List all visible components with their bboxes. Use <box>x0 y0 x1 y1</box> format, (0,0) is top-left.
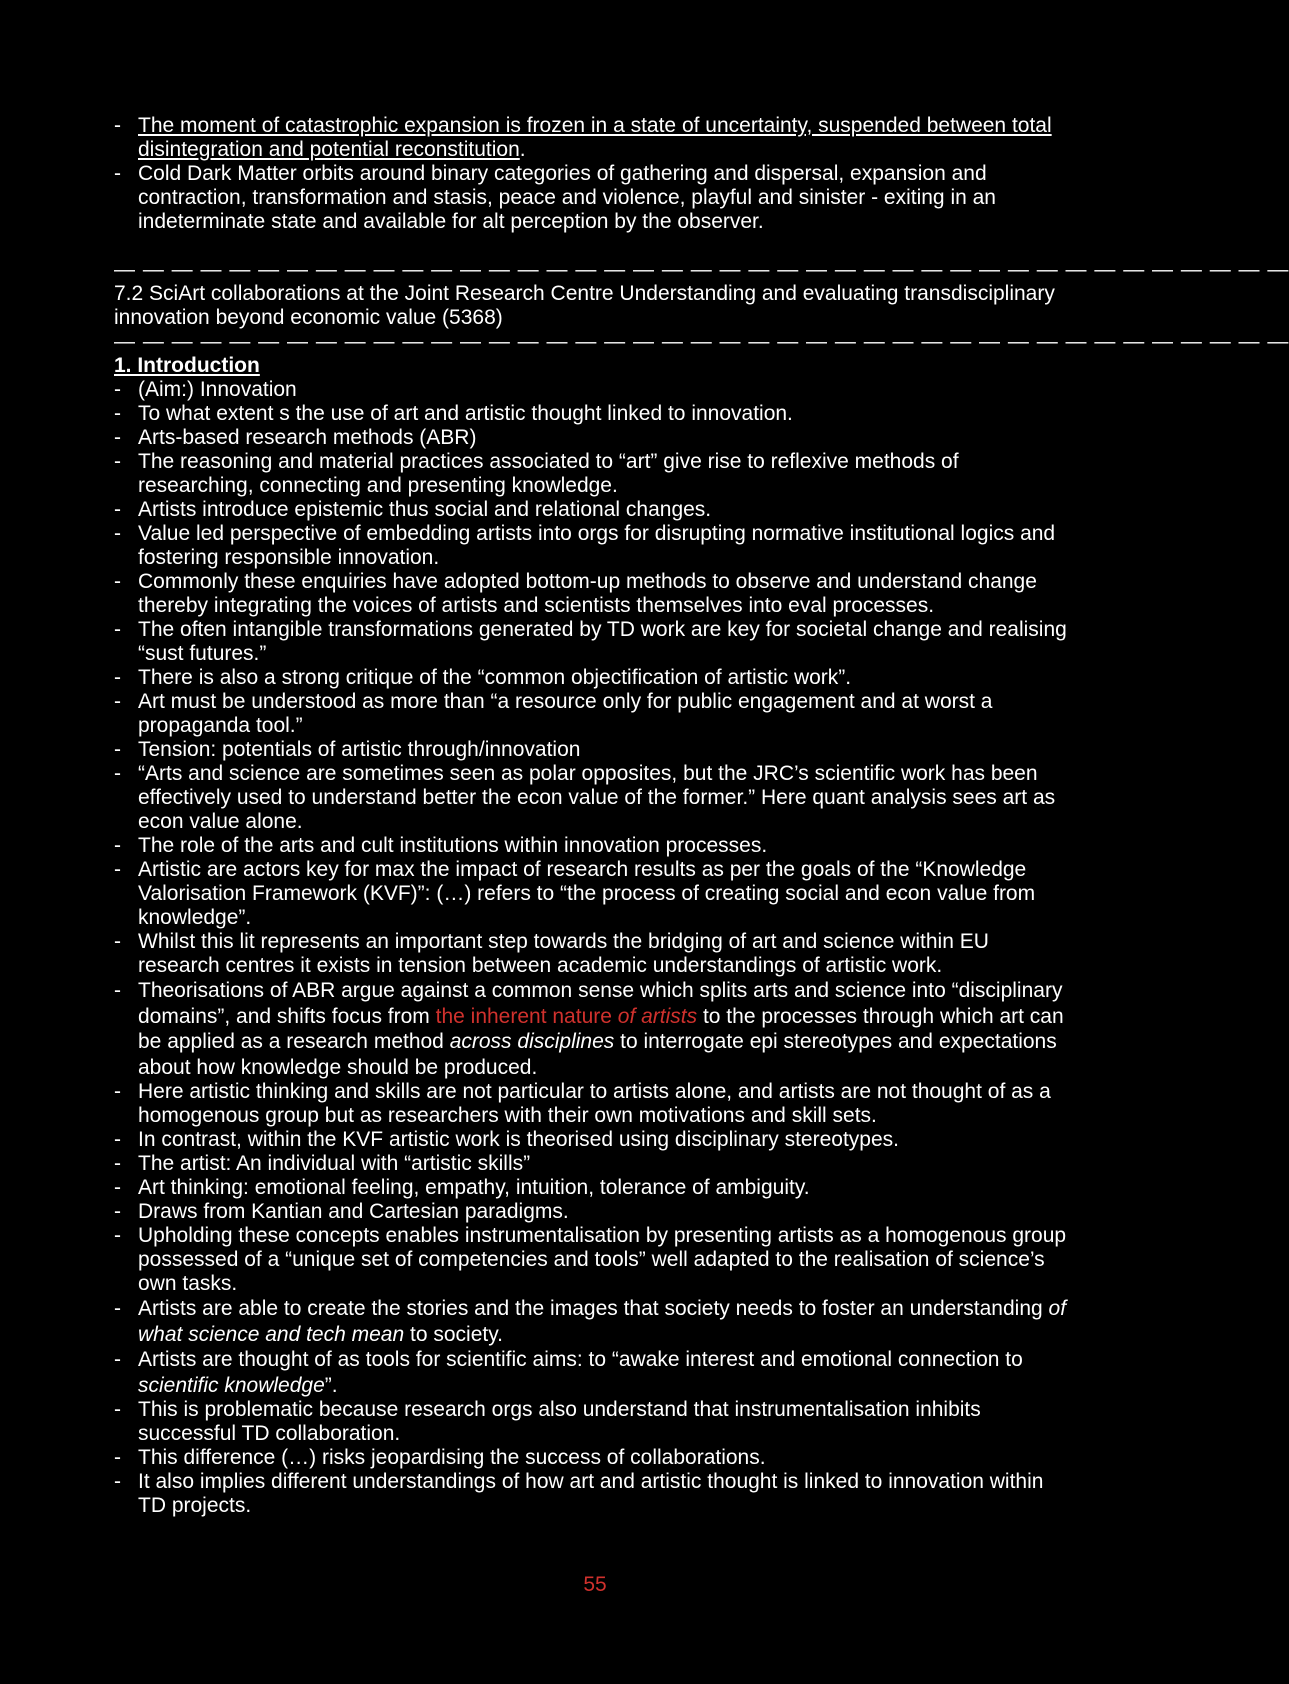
list-item: - (Aim:) Innovation <box>114 378 1074 402</box>
list-item: - Arts-based research methods (ABR) <box>114 426 1074 450</box>
list-item <box>114 1347 1074 1398</box>
list-item: - Art thinking: emotional feeling, empathy, intuition, tolerance of ambiguity. <box>114 1176 1074 1200</box>
text-run: to interrogate epi stereotypes and expectations about how knowledge should be produced. <box>138 1030 1057 1079</box>
page-number: 55 <box>583 1573 607 1596</box>
list-item: - The role of the arts and cult institutions within innovation processes. <box>114 834 1074 858</box>
list-item: - “Arts and science are sometimes seen as polar opposites, but the JRC’s scientific work has been effectively used to understand better the econ value of the former.” Here quant analysis sees art as econ value alone. <box>114 762 1074 834</box>
list-item: - The often intangible transformations generated by TD work are key for societal change and realising “sust futures.” <box>114 618 1074 666</box>
text-run: to the processes through which art can be applied as a research method <box>138 1004 1064 1053</box>
text-run: Artists are able to create the stories and the images that society needs to foster an understanding <box>138 1297 1049 1320</box>
highlighted-italic-text: of artists <box>617 1004 698 1028</box>
list-item: - The artist: An individual with “artistic skills” <box>114 1152 1074 1176</box>
list-item <box>114 1296 1074 1347</box>
dashed-divider: — — — — — — — — — — — — — — — — — — — — — — — — — — — — — — — — — — — — — — — — — <box>114 330 1289 353</box>
italic-text: across disciplines <box>449 1030 615 1053</box>
document-page <box>114 114 1289 1518</box>
introduction-heading: 1. Introduction <box>114 354 260 377</box>
list-item: - This is problematic because research orgs also understand that instrumentalisation inhibits successful TD collaboration. <box>114 1398 1074 1446</box>
list-item: - This difference (…) risks jeopardising the success of collaborations. <box>114 1446 1074 1470</box>
list-item: - Artistic are actors key for max the impact of research results as per the goals of the “Knowledge Valorisation Framework (KVF)”: (…) refers to “the process of creating social and econ value from knowledge”. <box>114 858 1074 930</box>
italic-text: scientific knowledge <box>138 1373 325 1397</box>
introduction-list <box>114 378 1074 1518</box>
section-title: 7.2 SciArt collaborations at the Joint Research Centre Understanding and evaluating transdisciplinary innovation beyond economic value (5368) <box>114 282 1055 329</box>
highlighted-text: the inherent nature <box>435 1004 618 1028</box>
list-item <box>114 978 1074 1080</box>
list-item: - The reasoning and material practices associated to “art” give rise to reflexive methods of researching, connecting and presenting knowledge. <box>114 450 1074 498</box>
list-item: - Whilst this lit represents an important step towards the bridging of art and science within EU research centres it exists in tension between academic understandings of artistic work. <box>114 930 1074 978</box>
list-item: - It also implies different understandings of how art and artistic thought is linked to innovation within TD projects. <box>114 1470 1074 1518</box>
dashed-divider: — — — — — — — — — — — — — — — — — — — — — — — — — — — — — — — — — — — — — — — — — <box>114 258 1289 281</box>
list-item-tail: . <box>519 138 526 161</box>
list-item: - Value led perspective of embedding artists into orgs for disrupting normative institutional logics and fostering responsible innovation. <box>114 522 1074 570</box>
list-item: - Tension: potentials of artistic through/innovation <box>114 738 1074 762</box>
top-bullet-list <box>114 114 1074 234</box>
text-run: Theorisations of ABR argue against a common sense which splits arts and science into “disciplinary domains”, and shifts focus from <box>138 979 1063 1028</box>
list-item: - There is also a strong critique of the “common objectification of artistic work”. <box>114 666 1074 690</box>
list-item: - Cold Dark Matter orbits around binary categories of gathering and dispersal, expansion and contraction, transformation and stasis, peace and violence, playful and sinister - exiting in an indeterminate state and available for alt perception by the observer. <box>114 162 1074 234</box>
spacer <box>114 234 1074 258</box>
text-run: Artists are thought of as tools for scientific aims: to “awake interest and emotional connection to <box>138 1348 1023 1371</box>
list-item: - Draws from Kantian and Cartesian paradigms. <box>114 1200 1074 1224</box>
list-item: - Art must be understood as more than “a resource only for public engagement and at worst a propaganda tool.” <box>114 690 1074 738</box>
text-run: to society. <box>404 1322 503 1346</box>
list-item <box>114 114 1074 162</box>
italic-text: of what science and tech mean <box>138 1297 1067 1346</box>
list-item: - Artists introduce epistemic thus social and relational changes. <box>114 498 1074 522</box>
underlined-text: The moment of catastrophic expansion is frozen in a state of uncertainty, suspended between total disintegration and potential reconstitution <box>138 114 1052 161</box>
text-run: ”. <box>324 1373 338 1397</box>
list-item: - Upholding these concepts enables instrumentalisation by presenting artists as a homogenous group possessed of a “unique set of competencies and tools” well adapted to the realisation of science’s own tasks. <box>114 1224 1074 1296</box>
list-item: - In contrast, within the KVF artistic work is theorised using disciplinary stereotypes. <box>114 1128 1074 1152</box>
list-item: - To what extent s the use of art and artistic thought linked to innovation. <box>114 402 1074 426</box>
list-item: - Here artistic thinking and skills are not particular to artists alone, and artists are not thought of as a homogenous group but as researchers with their own motivations and skill sets. <box>114 1080 1074 1128</box>
list-item: - Commonly these enquiries have adopted bottom-up methods to observe and understand change thereby integrating the voices of artists and scientists themselves into eval processes. <box>114 570 1074 618</box>
